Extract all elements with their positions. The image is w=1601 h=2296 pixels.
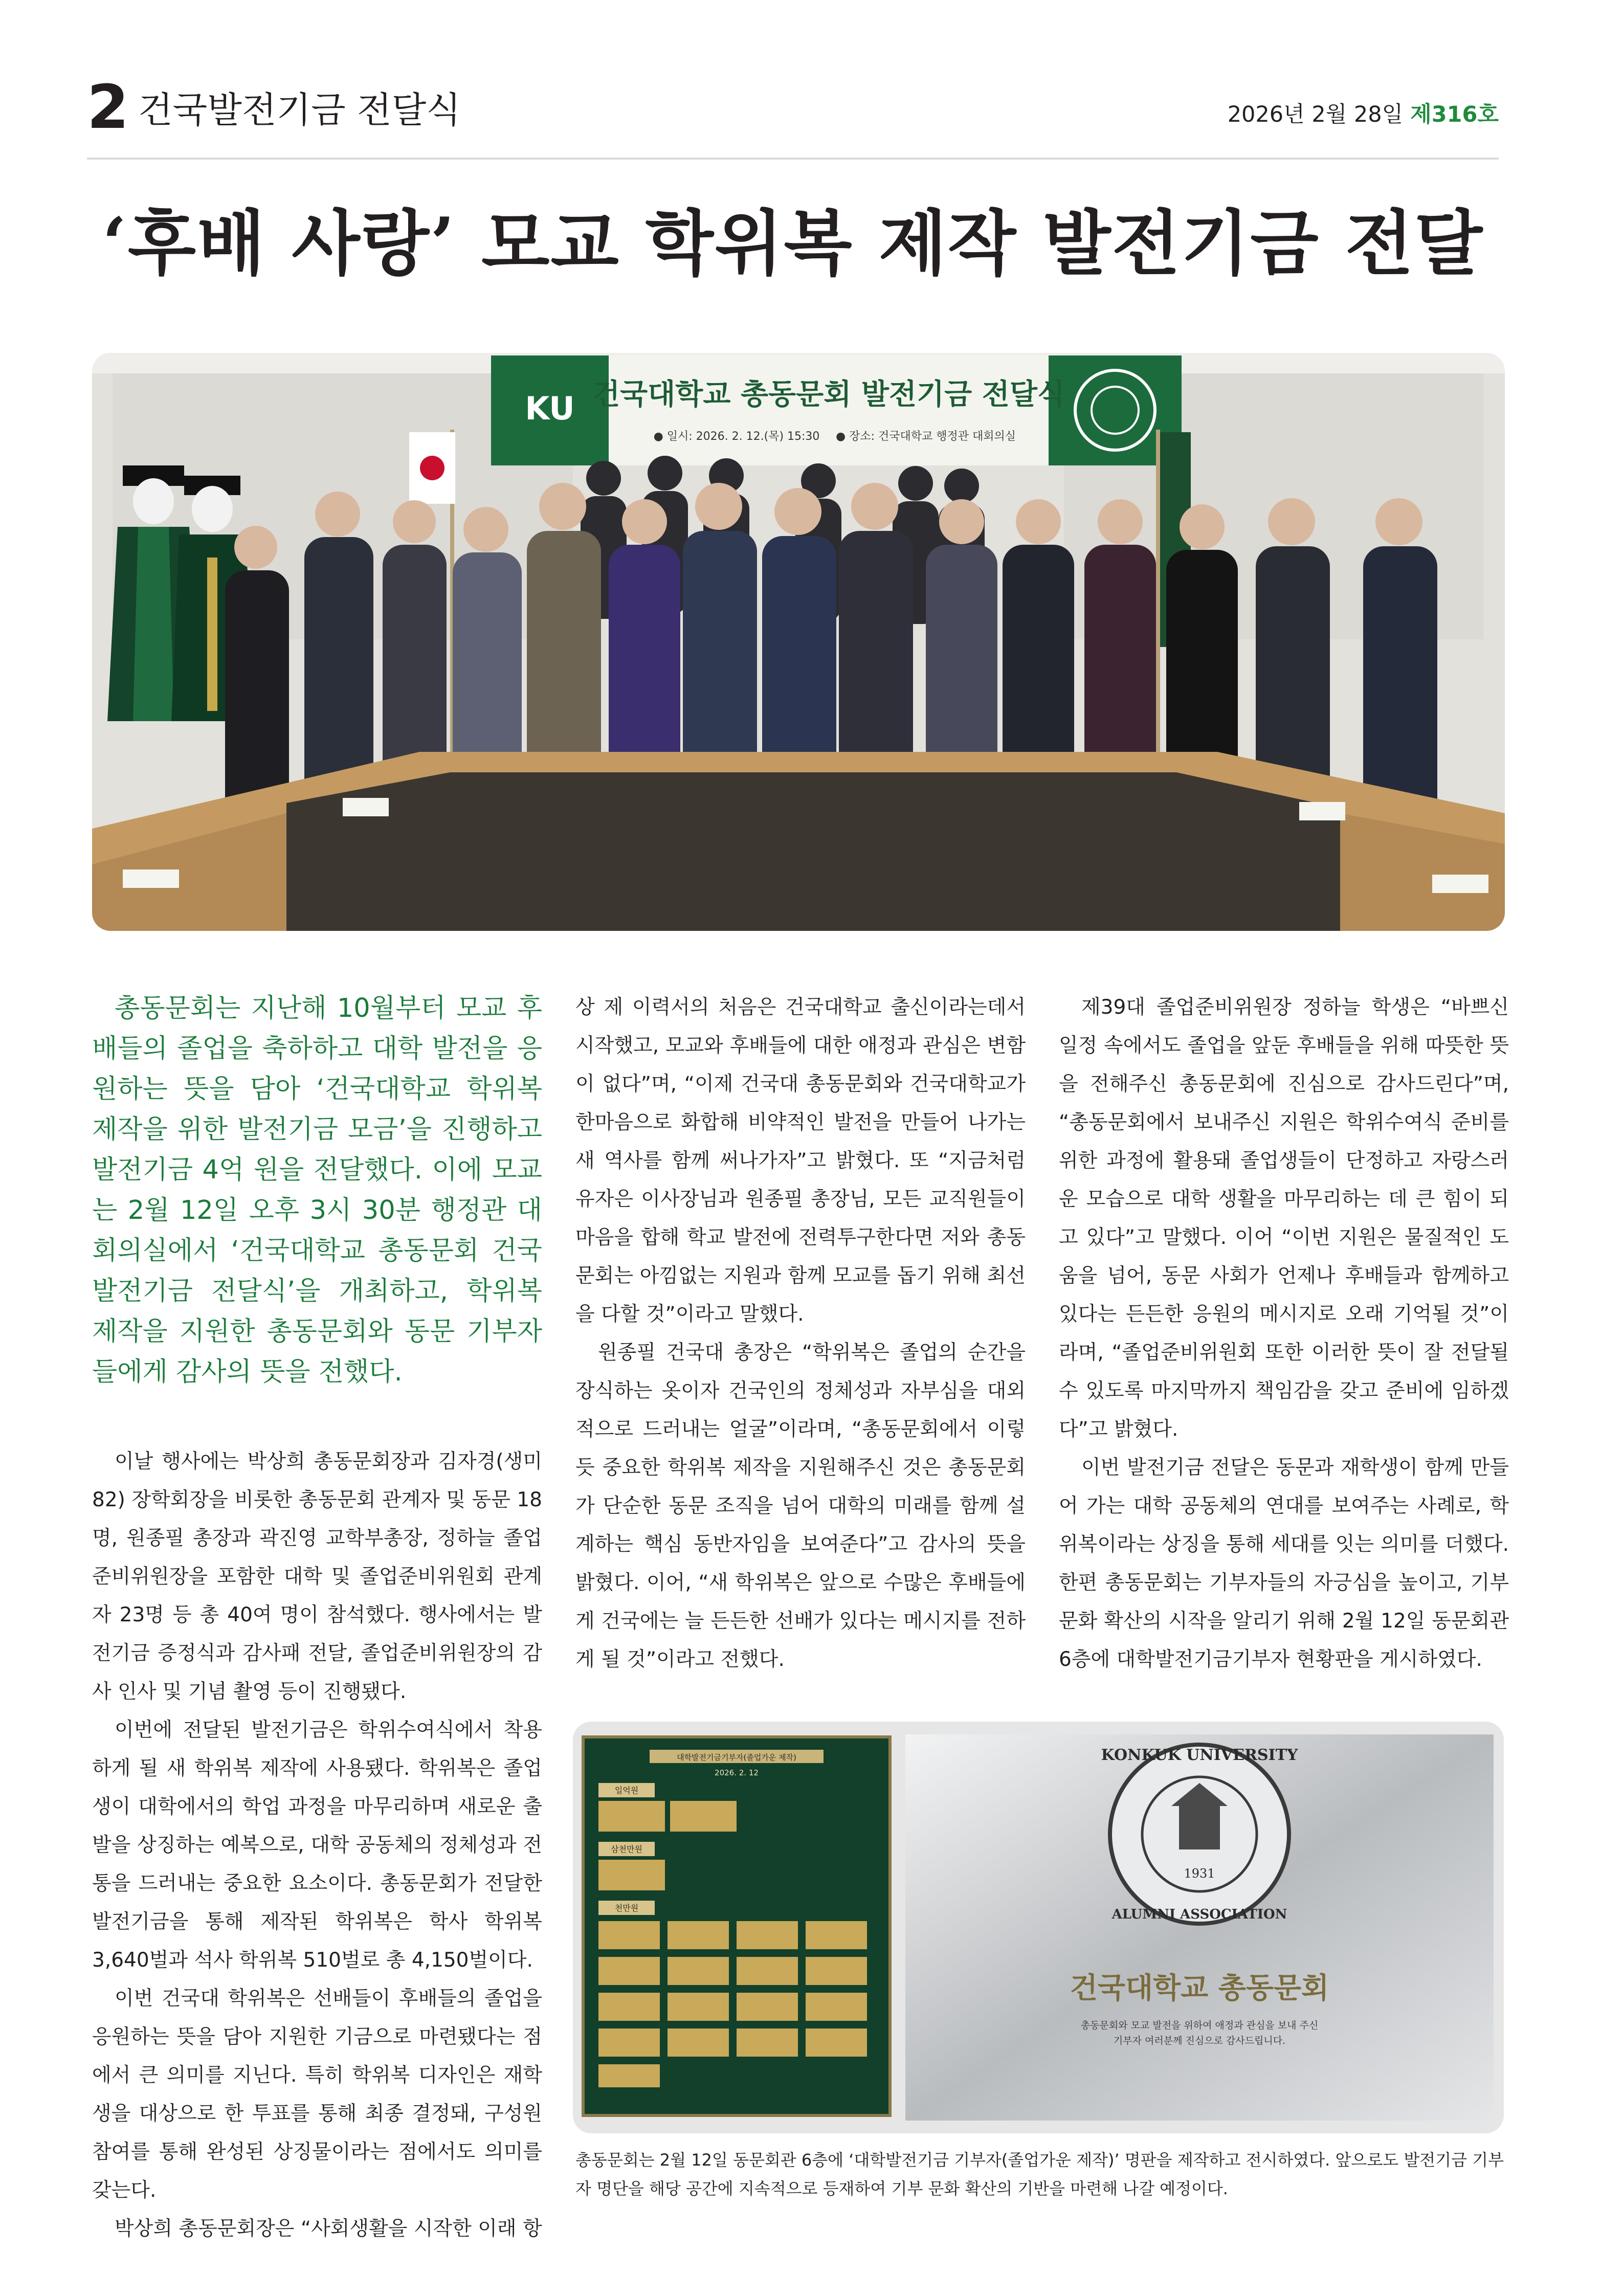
page-number: 2 <box>87 72 129 142</box>
name-card <box>1432 875 1488 893</box>
issue-date <box>1228 104 1499 126</box>
issue-number: 제316호 <box>1410 102 1499 127</box>
tier-label: 천만원 <box>614 1903 639 1913</box>
date-text: 2026년 2월 28일 <box>1227 102 1404 127</box>
name-card <box>1299 802 1345 820</box>
body-column-1 <box>92 1442 542 2248</box>
tier-label: 삼천만원 <box>611 1844 642 1854</box>
donor-board-photo <box>573 1722 1504 2133</box>
board-date: 2026. 2. 12 <box>715 1768 759 1777</box>
lead-paragraph <box>92 988 542 1392</box>
board-title: 대학발전기금기부자(졸업가운 제작) <box>677 1753 796 1762</box>
banner-logo: KU <box>525 390 575 427</box>
body-column-2 <box>575 988 1026 1679</box>
headline: ‘후배 사랑’ 모교 학위복 제작 발전기금 전달 <box>102 202 1484 285</box>
plaque-title: 건국대학교 총동문회 <box>1070 1971 1329 2005</box>
banner-title: 건국대학교 총동문회 발전기금 전달식 <box>592 378 1065 411</box>
plaque-subtitle: 총동문회와 모교 발전을 위하여 애정과 관심을 보내 주신 <box>1080 2020 1319 2031</box>
ceremony-photo <box>92 353 1505 931</box>
event-banner <box>491 355 1182 465</box>
body-paragraph: 이번 발전기금 전달은 동문과 재학생이 함께 만들어 가는 대학 공동체의 연대를 보여주는 사례로, 학위복이라는 상징을 통해 세대를 잇는 의미를 더했다. 한편 총동문회는 기부자들의 자긍심을 높이고, 기부 문화 확산의 시작을 알리기 위해 2월 12일 동문회관 6층에 대학발전기금기부자 현황판을 게시하였다. <box>1059 1456 1509 1671</box>
name-card <box>123 870 179 888</box>
body-paragraph: 이번에 전달된 발전기금은 학위수여식에서 착용하게 될 새 학위복 제작에 사용됐다. 학위복은 졸업생이 대학에서의 학업 과정을 마무리하며 새로운 출발을 상징하는 예복으로, 대학 공동체의 정체성과 전통을 드러내는 중요한 요소이다. 총동문회가 전달한 발전기금을 통해 제작된 학위복은 학사 학위복 3,640벌과 석사 학위복 510벌로 총 4,150벌이다. <box>92 1719 542 1972</box>
banner-place: ● 장소: 건국대학교 행정관 대회의실 <box>835 430 1016 443</box>
body-paragraph: 이번 건국대 학위복은 선배들이 후배들의 졸업을 응원하는 뜻을 담아 지원한 기금으로 마련됐다는 점에서 큰 의미를 지닌다. 특히 학위복 디자인은 재학생을 대상으로 한 투표를 통해 최종 결정돼, 구성원 참여를 통해 완성된 상징물이라는 점에서도 의미를 갖는다. <box>92 1987 542 2202</box>
section-title: 건국발전기금 전달식 <box>138 89 461 131</box>
header-divider <box>87 158 1499 160</box>
body-paragraph: 박상희 총동문회장은 “사회생활을 시작한 이래 항 <box>115 2217 542 2240</box>
name-card <box>343 798 389 816</box>
photo-caption: 총동문회는 2월 12일 동문회관 6층에 ‘대학발전기금 기부자(졸업가운 제작)’ 명판을 제작하고 전시하였다. 앞으로도 발전기금 기부자 명단을 해당 공간에 지속적으로 등재하여 기부 문화 확산의 기반을 마련해 나갈 예정이다. <box>575 2150 1504 2198</box>
donor-board <box>583 1737 890 2115</box>
body-paragraph: 상 제 이력서의 처음은 건국대학교 출신이라는데서 시작했고, 모교와 후배들에 대한 애정과 관심은 변함이 없다”며, “이제 건국대 총동문회와 건국대학교가 한마음으로 화합해 비약적인 발전을 만들어 나가는 새 역사를 함께 써나가자”고 밝혔다. 또 “지금처럼 유자은 이사장님과 원종필 총장님, 모든 교직원들이 마음을 합해 학교 발전에 전력투구한다면 저와 총동문회는 아낌없는 지원과 함께 모교를 돕기 위해 최선을 다할 것”이라고 말했다. <box>575 996 1026 1326</box>
svg-text:KONKUK UNIVERSITY: KONKUK UNIVERSITY <box>1101 1746 1298 1764</box>
plaque-subtitle: 기부자 여러분께 진심으로 감사드립니다. <box>1113 2035 1286 2046</box>
svg-text:ALUMNI ASSOCIATION: ALUMNI ASSOCIATION <box>1111 1907 1287 1922</box>
lead-text: 총동문회는 지난해 10월부터 모교 후배들의 졸업을 축하하고 대학 발전을 응원하는 뜻을 담아 ‘건국대학교 학위복 제작을 위한 발전기금 모금’을 진행하고 발전기금 4억 원을 전달했다. 이에 모교는 2월 12일 오후 3시 30분 행정관 대회의실에서 ‘건국대학교 총동문회 건국발전기금 전달식’을 개최하고, 학위복 제작을 지원한 총동문회와 동문 기부자들에게 감사의 뜻을 전했다. <box>92 993 543 1387</box>
body-paragraph: 제39대 졸업준비위원장 정하늘 학생은 “바쁘신 일정 속에서도 졸업을 앞둔 후배들을 위해 따뜻한 뜻을 전해주신 총동문회에 진심으로 감사드린다”며, “총동문회에서 보내주신 지원은 학위수여식 준비를 위한 과정에 활용돼 졸업생들이 단정하고 자랑스러운 모습으로 대학 생활을 마무리하는 데 큰 힘이 되고 있다”고 말했다. 이어 “이번 지원은 물질적인 도움을 넘어, 동문 사회가 언제나 후배들과 함께하고 있다는 든든한 응원의 메시지로 오래 기억될 것”이라며, “졸업준비위원회 또한 이러한 뜻이 잘 전달될 수 있도록 마지막까지 책임감을 갖고 준비에 임하겠다”고 밝혔다. <box>1059 996 1509 1441</box>
banner-date: ● 일시: 2026. 2. 12.(목) 15:30 <box>653 430 820 443</box>
svg-text:1931: 1931 <box>1184 1866 1215 1881</box>
alumni-plaque <box>905 1734 1494 2121</box>
body-column-3 <box>1059 988 1509 1679</box>
body-paragraph: 원종필 건국대 총장은 “학위복은 졸업의 순간을 장식하는 옷이자 건국인의 정체성과 자부심을 대외적으로 드러내는 얼굴”이라며, “총동문회에서 이렇듯 중요한 학위복 제작을 지원해주신 것은 총동문회가 단순한 동문 조직을 넘어 대학의 미래를 함께 설계하는 핵심 동반자임을 보여준다”고 감사의 뜻을 밝혔다. 이어, “새 학위복은 앞으로 수많은 후배들에게 건국에는 늘 든든한 선배가 있다는 메시지를 전하게 될 것”이라고 전했다. <box>575 1341 1026 1671</box>
tier-label: 일억원 <box>614 1786 639 1795</box>
body-paragraph: 이날 행사에는 박상희 총동문회장과 김자경(생미82) 장학회장을 비롯한 총동문회 관계자 및 동문 18명, 원종필 총장과 곽진영 교학부총장, 정하늘 졸업준비위원장을 포함한 대학 및 졸업준비위원회 관계자 23명 등 총 40여 명이 참석했다. 행사에서는 발전기금 증정식과 감사패 전달, 졸업준비위원장의 감사 인사 및 기념 촬영 등이 진행됐다. <box>92 1450 542 1703</box>
